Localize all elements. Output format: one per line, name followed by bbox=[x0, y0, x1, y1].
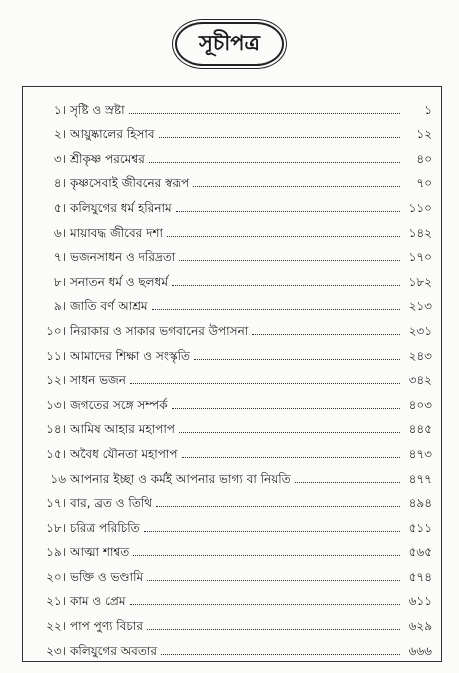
toc-entry-page: ১৭০ bbox=[408, 250, 432, 265]
toc-leader-dots bbox=[130, 383, 400, 384]
toc-entry bbox=[22, 584, 442, 609]
toc-entry-page: ১ bbox=[424, 102, 432, 117]
toc-entry-title: কাম ও প্রেম bbox=[70, 594, 126, 609]
toc-entry-number: ২১। bbox=[46, 594, 66, 609]
toc-entry-number: ১১। bbox=[46, 348, 66, 363]
toc-entry-title: জাতি বর্ণ আশ্রম bbox=[70, 299, 148, 314]
toc-entry-page: ৪৯৪ bbox=[408, 496, 432, 511]
toc-entry-title: সৃষ্টি ও স্রষ্টা bbox=[70, 102, 125, 117]
toc-entry-title: চরিত্র পরিচিতি bbox=[70, 520, 140, 535]
toc-entry bbox=[22, 117, 442, 142]
toc-entry bbox=[22, 387, 442, 412]
toc-leader-dots bbox=[129, 113, 400, 114]
toc-entry-number: ৭। bbox=[53, 250, 66, 265]
toc-entry-page: ৪০ bbox=[416, 151, 432, 166]
toc-entry-title: ভক্তি ও ভণ্ডামি bbox=[70, 569, 144, 584]
toc-entry bbox=[22, 608, 442, 633]
toc-entry-number: ১৪। bbox=[46, 422, 66, 437]
toc-entry bbox=[22, 190, 442, 215]
toc-entry bbox=[22, 633, 442, 658]
toc-entry-number: ৫। bbox=[53, 200, 66, 215]
toc-entry-page: ৪৪৫ bbox=[408, 422, 432, 437]
toc-entry bbox=[22, 338, 442, 363]
toc-entry-title: ভজনসাধন ও দরিদ্রতা bbox=[70, 250, 176, 265]
toc-entry bbox=[22, 510, 442, 535]
toc-entry bbox=[22, 92, 442, 117]
toc-entry-number: ৯। bbox=[53, 299, 66, 314]
toc-entry-page: ৬২৯ bbox=[408, 619, 432, 634]
toc-entry bbox=[22, 363, 442, 388]
toc-entry-number: ৬। bbox=[53, 225, 66, 240]
toc-entry-page: ১১০ bbox=[408, 200, 432, 215]
toc-entry-title: কলিযুগের অবতার bbox=[70, 643, 157, 658]
toc-leader-dots bbox=[182, 457, 400, 458]
toc-entry-title: আয়ুষ্কালের হিসাব bbox=[70, 127, 155, 142]
toc-leader-dots bbox=[193, 186, 400, 187]
toc-entry bbox=[22, 535, 442, 560]
toc-leader-dots bbox=[176, 211, 400, 212]
toc-entry-title: সনাতন ধর্ম ও ছলধর্ম bbox=[70, 274, 169, 289]
toc-entry-title: আত্মা শাশ্বত bbox=[70, 545, 130, 560]
toc-entry-title: অবৈধ যৌনতা মহাপাপ bbox=[70, 446, 178, 461]
toc-entry bbox=[22, 412, 442, 437]
toc-entry-title: আপনার ইচ্ছা ও কর্মই আপনার ভাগ্য বা নিয়তি bbox=[70, 471, 291, 486]
toc-entry-page: ২৪৩ bbox=[408, 348, 432, 363]
toc-entry-number: ১৩। bbox=[46, 397, 66, 412]
toc-entry bbox=[22, 436, 442, 461]
toc-entry-page: ৫৬৫ bbox=[408, 545, 432, 560]
toc-entry bbox=[22, 166, 442, 191]
toc-entry-title: নিরাকার ও সাকার ভগবানের উপাসনা bbox=[70, 323, 249, 338]
toc-entry bbox=[22, 240, 442, 265]
toc-entry-number: ১৯। bbox=[46, 545, 66, 560]
toc-entry-page: ৪৭৭ bbox=[408, 471, 432, 486]
toc-entry-title: শ্রীকৃষ্ণ পরমেশ্বর bbox=[70, 151, 145, 166]
toc-leader-dots bbox=[179, 432, 400, 433]
toc-entry-page: ২১৩ bbox=[408, 299, 432, 314]
toc-leader-dots bbox=[147, 629, 400, 630]
toc-entry-number: ১৮। bbox=[46, 520, 66, 535]
toc-entry-number: ১০। bbox=[46, 323, 66, 338]
toc-leader-dots bbox=[149, 162, 400, 163]
toc-entry-number: ২২। bbox=[46, 619, 66, 634]
toc-entry-title: পাপ পুণ্য বিচার bbox=[70, 619, 143, 634]
toc-entry-number: ১৭। bbox=[46, 496, 66, 511]
toc-leader-dots bbox=[172, 408, 400, 409]
toc-leader-dots bbox=[130, 604, 401, 605]
toc-entry bbox=[22, 313, 442, 338]
toc-entry-page: ৩৪২ bbox=[408, 373, 432, 388]
toc-entry-number: ৮। bbox=[53, 274, 66, 289]
toc-entry bbox=[22, 486, 442, 511]
toc-entry-number: ১৬ bbox=[50, 471, 66, 486]
toc-leader-dots bbox=[161, 654, 400, 655]
page-title: সূচীপত্র bbox=[175, 22, 284, 66]
toc-leader-dots bbox=[147, 580, 400, 581]
toc-entry-number: ৪। bbox=[53, 176, 66, 191]
toc-entry-number: ১২। bbox=[46, 373, 66, 388]
toc-leader-dots bbox=[179, 260, 400, 261]
toc-entry-title: মায়াবদ্ধ জীবের দশা bbox=[70, 225, 163, 240]
toc-leader-dots bbox=[133, 555, 400, 556]
toc-entry-page: ৫১১ bbox=[408, 520, 432, 535]
toc-list bbox=[22, 92, 442, 658]
toc-leader-dots bbox=[172, 285, 400, 286]
toc-entry-page: ৬১১ bbox=[408, 594, 432, 609]
toc-entry-number: ১৫। bbox=[46, 446, 66, 461]
toc-entry-number: ১। bbox=[53, 102, 66, 117]
toc-entry-title: কলিযুগের ধর্ম হরিনাম bbox=[70, 200, 172, 215]
toc-entry bbox=[22, 141, 442, 166]
toc-entry-page: ১২ bbox=[416, 127, 432, 142]
toc-entry-title: আমাদের শিক্ষা ও সংস্কৃতি bbox=[70, 348, 191, 363]
title-area bbox=[0, 22, 459, 66]
toc-entry-page: ৬৬৬ bbox=[408, 643, 432, 658]
toc-entry-number: ৩। bbox=[53, 151, 66, 166]
toc-entry-page: ২৩১ bbox=[408, 323, 432, 338]
toc-entry-page: ৭০ bbox=[416, 176, 432, 191]
toc-entry-title: আমিষ আহার মহাপাপ bbox=[70, 422, 175, 437]
toc-entry-number: ২। bbox=[53, 127, 66, 142]
toc-entry bbox=[22, 289, 442, 314]
toc-entry bbox=[22, 559, 442, 584]
toc-leader-dots bbox=[167, 236, 400, 237]
toc-entry bbox=[22, 461, 442, 486]
toc-leader-dots bbox=[159, 137, 400, 138]
toc-entry-page: ১৮২ bbox=[408, 274, 432, 289]
toc-entry bbox=[22, 215, 442, 240]
toc-entry-page: ১৪২ bbox=[408, 225, 432, 240]
toc-entry-title: সাধন ভজন bbox=[70, 373, 126, 388]
toc-entry-page: ৪৭৩ bbox=[408, 446, 432, 461]
toc-entry-title: কৃষ্ণসেবাই জীবনের স্বরূপ bbox=[70, 176, 190, 191]
toc-leader-dots bbox=[144, 531, 400, 532]
toc-entry-number: ২৩। bbox=[46, 643, 66, 658]
toc-leader-dots bbox=[152, 309, 400, 310]
toc-entry-title: জগতের সঙ্গে সম্পর্ক bbox=[70, 397, 168, 412]
toc-entry bbox=[22, 264, 442, 289]
toc-leader-dots bbox=[156, 506, 400, 507]
toc-entry-page: ৫৭৪ bbox=[408, 569, 432, 584]
toc-leader-dots bbox=[252, 334, 400, 335]
toc-leader-dots bbox=[194, 359, 400, 360]
toc-entry-title: বার, ব্রত ও তিথি bbox=[70, 496, 153, 511]
toc-entry-number: ২০। bbox=[46, 569, 66, 584]
toc-leader-dots bbox=[295, 482, 400, 483]
toc-entry-page: ৪০৩ bbox=[408, 397, 432, 412]
